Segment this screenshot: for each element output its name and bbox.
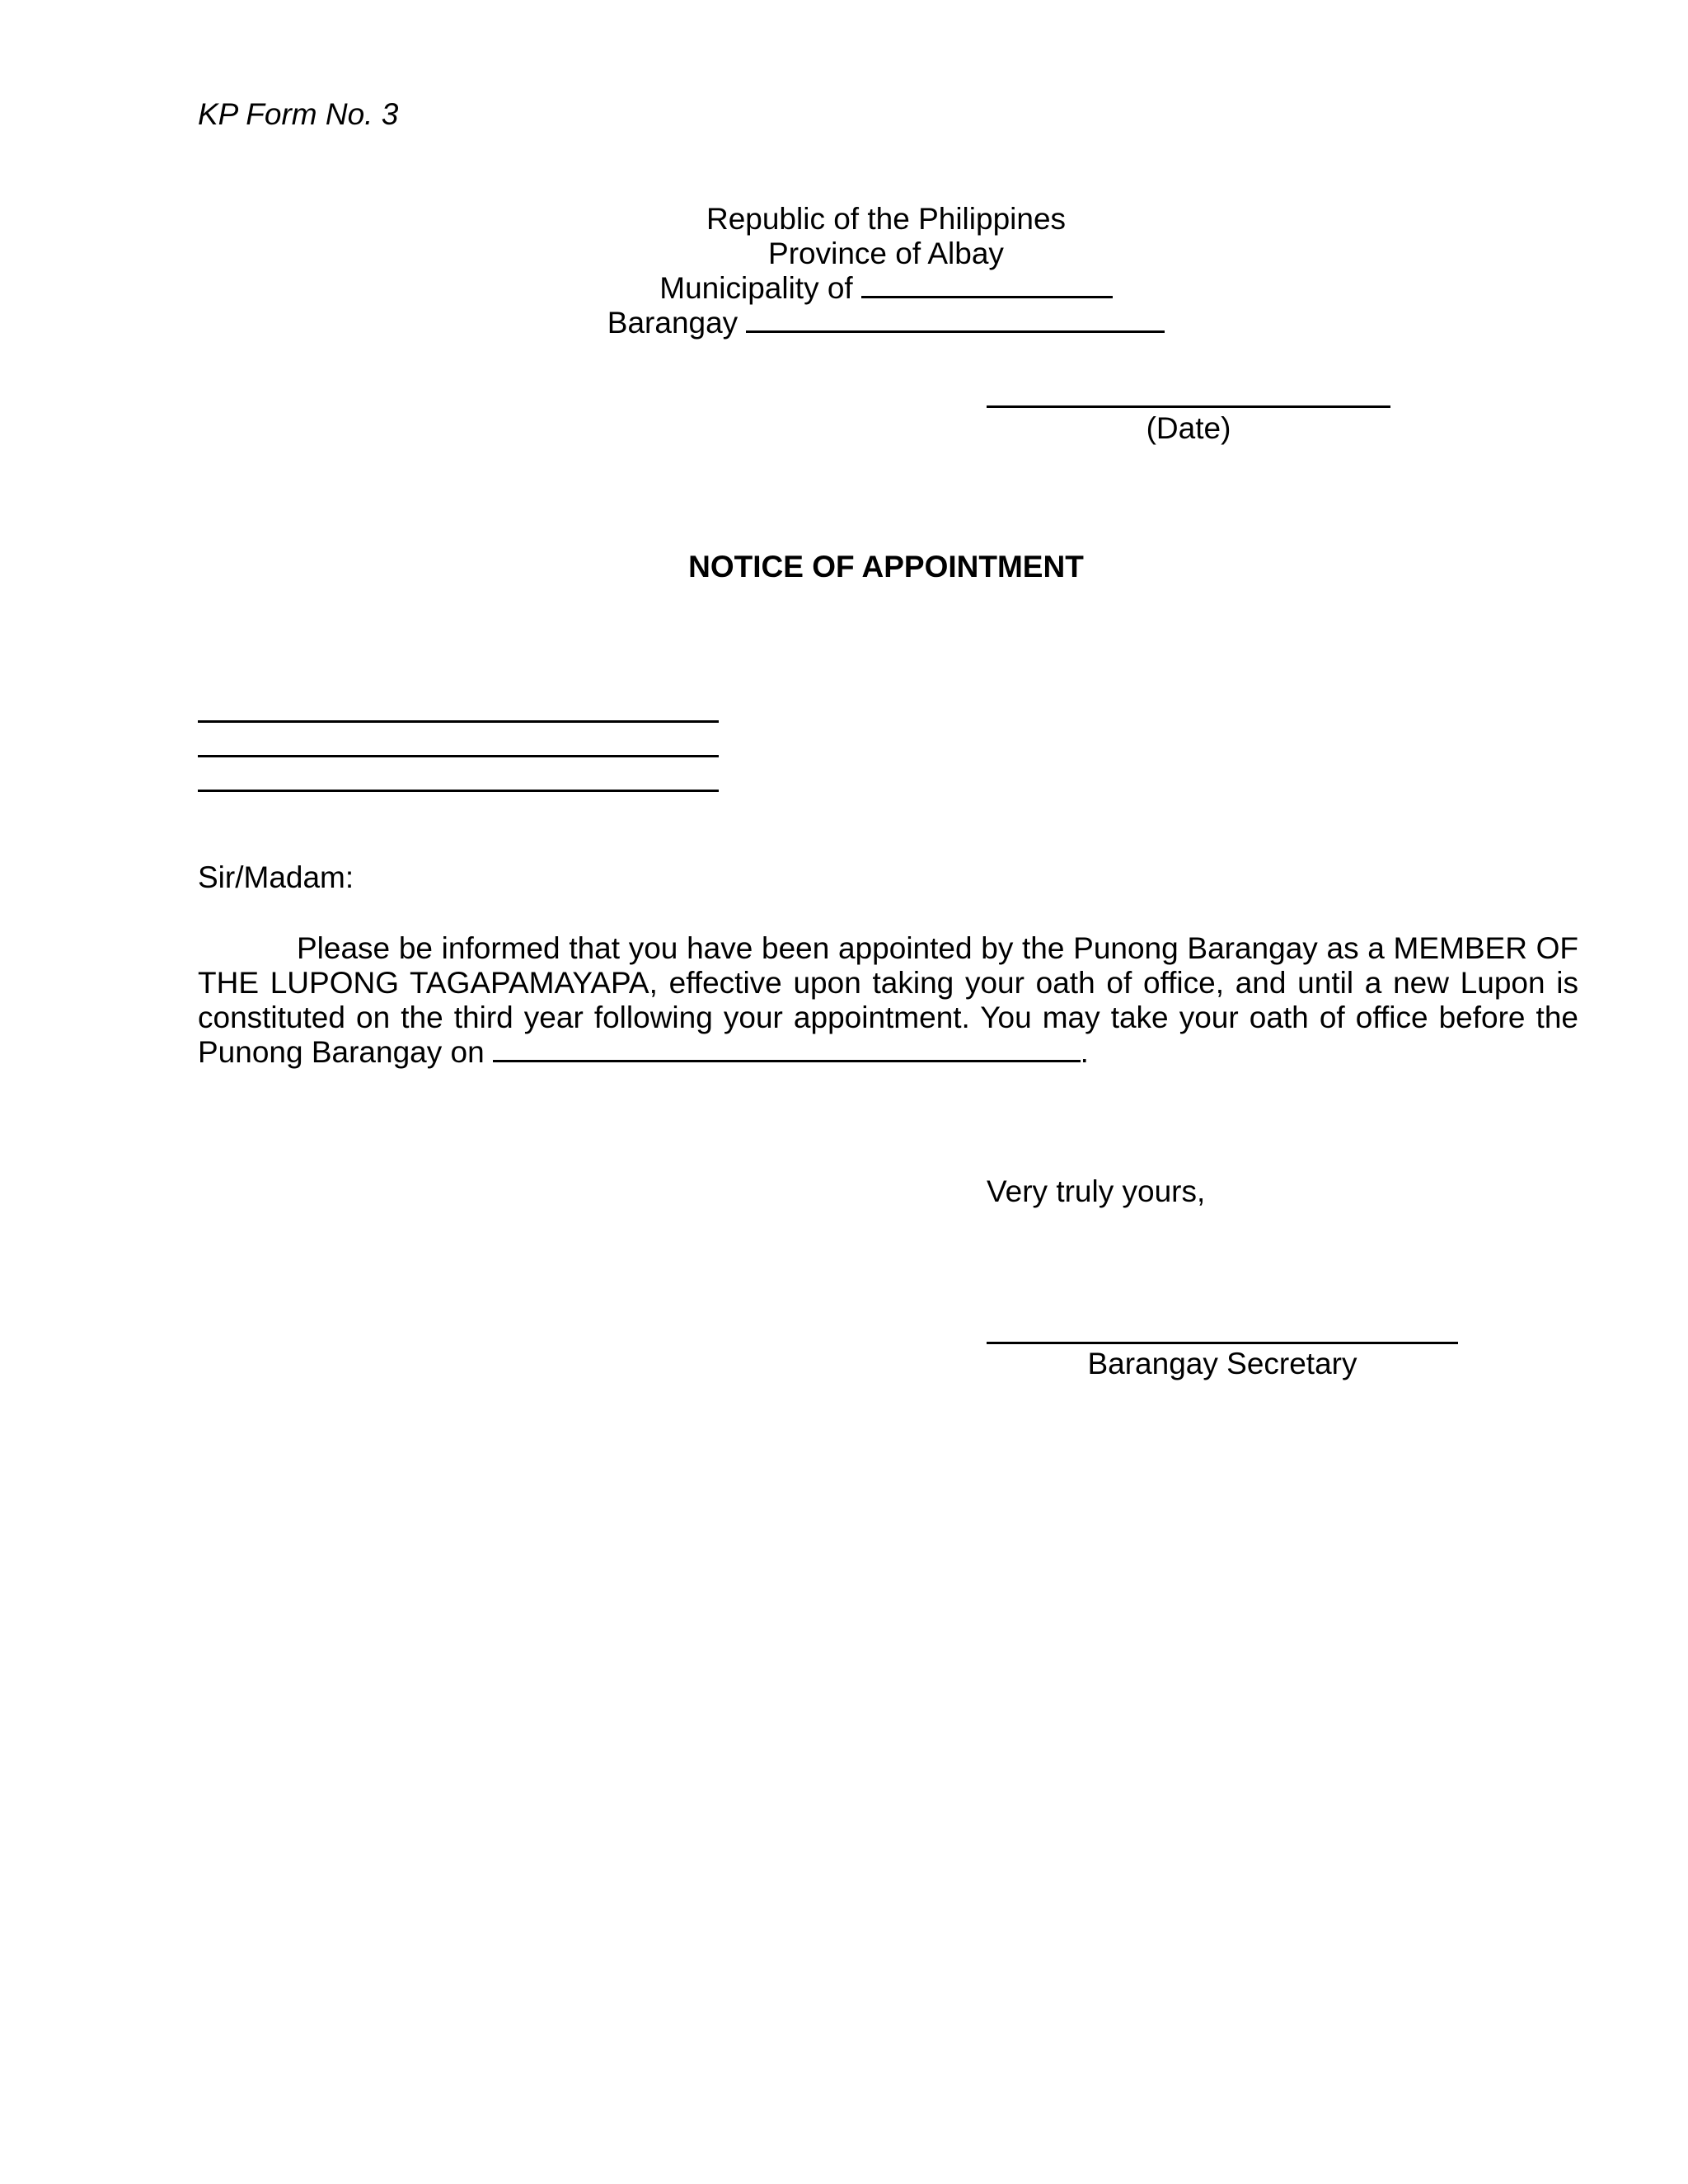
oath-date-blank[interactable] [493,1035,1081,1062]
municipality-label: Municipality of [659,271,853,305]
municipality-blank[interactable] [861,271,1113,298]
document-title: NOTICE OF APPOINTMENT [688,550,1084,583]
form-number: KP Form No. 3 [198,97,399,131]
addressee-line-2[interactable] [198,755,719,757]
closing: Very truly yours, [987,1174,1206,1208]
date-line[interactable] [987,405,1390,408]
header-republic: Republic of the Philippines [706,202,1067,236]
barangay-blank[interactable] [746,306,1165,333]
signature-line[interactable] [987,1342,1458,1344]
header-barangay [0,306,1688,340]
header-province: Province of Albay [768,237,1004,270]
body-end-punctuation: . [1080,1035,1089,1069]
addressee-line-3[interactable] [198,790,719,792]
body-paragraph [198,931,1578,1070]
date-label: (Date) [1146,411,1231,445]
salutation: Sir/Madam: [198,860,354,894]
signer-title: Barangay Secretary [1087,1347,1357,1380]
body-text: Please be informed that you have been appointed by the Punong Barangay as a MEMBER OF THE LUPONG TAGAPAMAYAPA, effective upon taking your oath of office, and until a new Lupon is constituted on the third year following your appointment. You may take your oath of office before the Punong Barangay on [198,931,1578,1069]
addressee-line-1[interactable] [198,720,719,723]
header-municipality [0,271,1688,306]
barangay-label: Barangay [607,306,738,340]
